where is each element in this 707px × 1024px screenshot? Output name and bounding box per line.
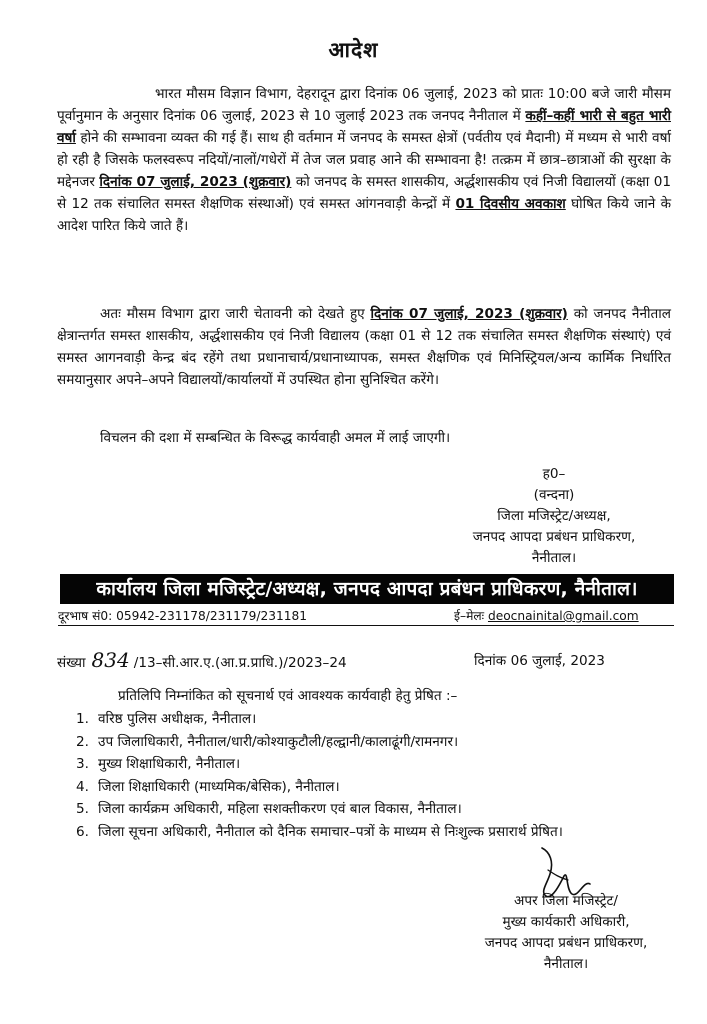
signature1-line-3: जिला मजिस्ट्रेट/अध्यक्ष, xyxy=(497,508,611,524)
list-item-number: 1. xyxy=(76,711,89,727)
signature1-line-2: (वन्दना) xyxy=(533,487,575,503)
signature-block-adm xyxy=(461,891,671,975)
list-item-text: मुख्य शिक्षाधिकारी, नैनीताल। xyxy=(98,756,241,773)
copy-heading: प्रतिलिपि निम्नांकित को सूचनार्थ एवं आवश्यक कार्यवाही हेतु प्रेषित :– xyxy=(118,688,458,704)
signature1-line-4: जनपद आपदा प्रबंधन प्राधिकरण, xyxy=(472,529,636,545)
header-divider xyxy=(58,625,674,626)
signature1-line-1: ह0– xyxy=(542,466,566,482)
para2-highlight-date: दिनांक 07 जुलाई, 2023 (शुक्रवार) xyxy=(370,306,568,322)
list-item xyxy=(76,708,676,731)
list-item-text: जिला कार्यक्रम अधिकारी, महिला सशक्तीकरण एवं बाल विकास, नैनीताल। xyxy=(98,801,462,818)
para1-highlight-heavy-rain: कहीं–कहीं भारी से बहुत भारी वर्षा xyxy=(57,108,671,146)
phone-number: 05942-231178/231179/231181 xyxy=(116,609,308,623)
list-item xyxy=(76,776,676,799)
para1-text-1: भारत मौसम विज्ञान विभाग, देहरादून द्वारा दिनांक 06 जुलाई, 2023 को प्रातः 10:00 बजे जारी मौसम पूर्वानुमान के अनुसार दिनांक 06 जुलाई, 2023 से 10 जुलाई 2023 तक जनपद नैनीताल में xyxy=(57,86,671,124)
order-paragraph-1 xyxy=(57,83,671,237)
para1-text-4: घोषित किये जाने के आदेश पारित किये जाते हैं। xyxy=(57,196,672,234)
email-address: deocnainital@gmail.com xyxy=(487,609,639,623)
signature-block-dm xyxy=(436,464,672,569)
list-item-text: वरिष्ठ पुलिस अधीक्षक, नैनीताल। xyxy=(98,711,257,727)
order-paragraph-2 xyxy=(57,303,671,391)
list-item-number: 5. xyxy=(76,801,89,818)
signature1-line-5: नैनीताल। xyxy=(531,550,577,566)
reference-prefix: संख्या xyxy=(57,655,86,671)
copy-recipient-list xyxy=(76,708,676,844)
signature2-line-2: मुख्य कार्यकारी अधिकारी, xyxy=(502,914,630,930)
reference-number-handwritten: 834 xyxy=(91,648,130,672)
para2-text-2: को जनपद नैनीताल क्षेत्रान्तर्गत समस्त शासकीय, अर्द्धशासकीय एवं निजी विद्यालय (कक्षा 01 से 12 तक संचालित समस्त शैक्षणिक संस्थाएं) एवं समस्त आगनवाड़ी केन्द्र बंद रहेंगे तथा प्रधानाचार्य/प्रधानाध्यापक, समस्त शैक्षणिक एवं मिनिस्ट्रियल/अन्य कार्मिक निर्धारित समयानुसार अपने–अपने विद्यालयों/कार्यालयों में उपस्थित होना सुनिश्चित करेंगे। xyxy=(57,306,671,388)
list-item-number: 6. xyxy=(76,823,89,840)
signature2-line-3: जनपद आपदा प्रबंधन प्राधिकरण, xyxy=(484,935,648,951)
phone-label: दूरभाष सं0: xyxy=(58,609,113,623)
list-item xyxy=(76,731,676,754)
list-item xyxy=(76,753,676,776)
list-item xyxy=(76,798,676,821)
para1-text-3: को जनपद के समस्त शासकीय, अर्द्धशासकीय एवं निजी विद्यालयों (कक्षा 01 से 12 तक संचालित समस्त शैक्षणिक संस्थाओं) एवं समस्त आंगनवाड़ी केन्द्रों में xyxy=(57,174,671,212)
contact-phone xyxy=(58,607,307,624)
office-banner: कार्यालय जिला मजिस्ट्रेट/अध्यक्ष, जनपद आपदा प्रबंधन प्राधिकरण, नैनीताल। xyxy=(60,574,674,604)
list-item-number: 2. xyxy=(76,733,89,750)
reference-suffix: /13–सी.आर.ए.(आ.प्र.प्राधि.)/2023–24 xyxy=(133,655,347,671)
reference-number-line xyxy=(57,648,347,672)
para1-highlight-holiday: 01 दिवसीय अवकाश xyxy=(455,196,566,212)
list-item-number: 4. xyxy=(76,778,89,795)
signature2-line-4: नैनीताल। xyxy=(543,956,589,972)
para1-text-2: होने की सम्भावना व्यक्त की गई हैं। साथ ही वर्तमान में जनपद के समस्त क्षेत्रों (पर्वतीय एवं मैदानी) में मध्यम से भारी वर्षा हो रही है जिसके फलस्वरूप नदियों/नालों/गधेरों में तेज जल प्रवाह आने की सम्भावना है! तत्क्रम में छात्र–छात्राओं की सुरक्षा के मद्देनजर xyxy=(57,130,671,190)
email-label: ई–मेलः xyxy=(454,609,485,623)
para2-text-1: अतः मौसम विभाग द्वारा जारी चेतावनी को देखते हुए xyxy=(100,306,371,322)
signature2-line-1: अपर जिला मजिस्ट्रेट/ xyxy=(514,893,618,909)
list-item-text: जिला सूचना अधिकारी, नैनीताल को दैनिक समाचार–पत्रों के माध्यम से निःशुल्क प्रसारार्थ प्रेषित। xyxy=(98,823,563,840)
list-item-text: उप जिलाधिकारी, नैनीताल/धारी/कोश्याकुटौली/हल्द्वानी/कालाढूंगी/रामनगर। xyxy=(98,733,459,750)
reference-date: दिनांक 06 जुलाई, 2023 xyxy=(474,653,605,669)
para1-highlight-date: दिनांक 07 जुलाई, 2023 (शुक्रवार) xyxy=(99,174,292,190)
contact-email xyxy=(454,607,639,624)
list-item-number: 3. xyxy=(76,756,89,773)
order-paragraph-3: विचलन की दशा में सम्बन्धित के विरूद्ध कार्यवाही अमल में लाई जाएगी। xyxy=(100,430,451,446)
list-item-text: जिला शिक्षाधिकारी (माध्यमिक/बेसिक), नैनीताल। xyxy=(98,778,340,795)
page-title: आदेश xyxy=(328,38,379,62)
